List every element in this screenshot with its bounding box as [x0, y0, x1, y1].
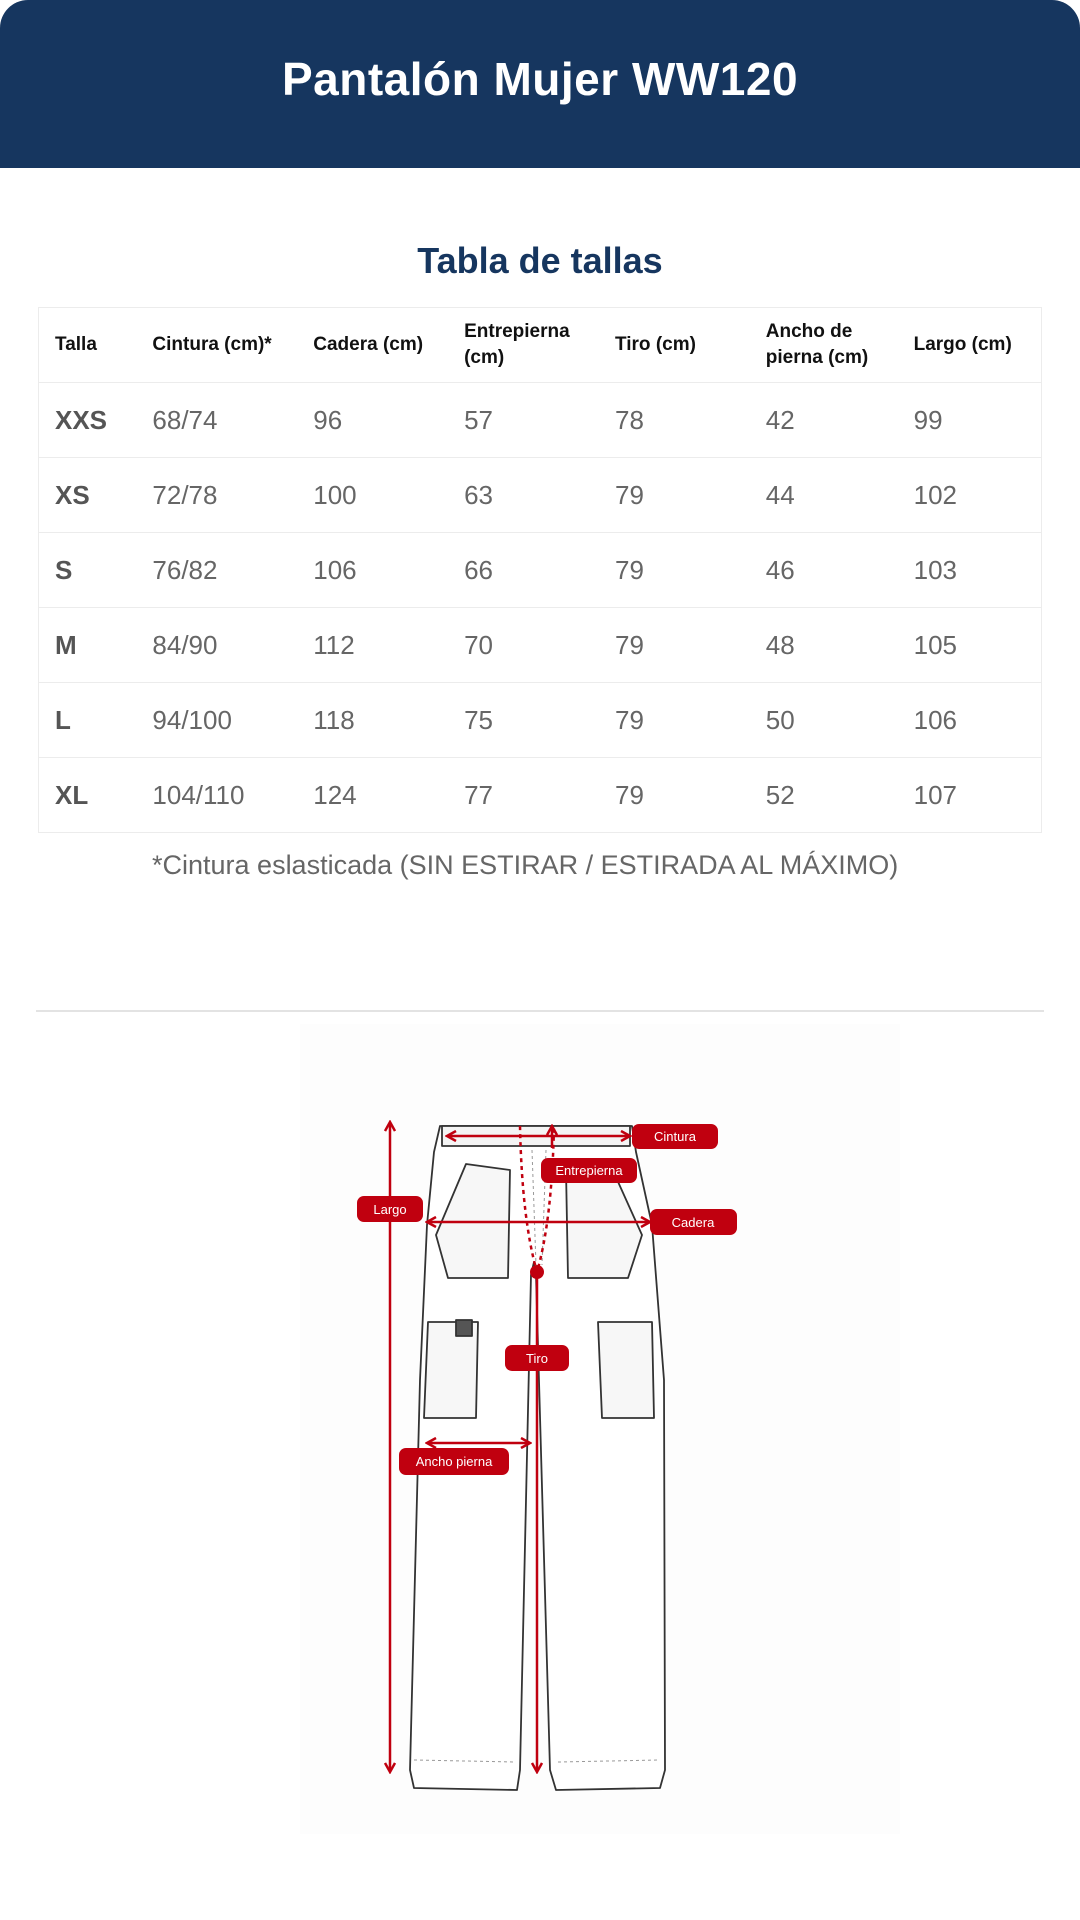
- column-header-length: Largo (cm): [914, 308, 1042, 383]
- inseam-cell: 57: [464, 383, 615, 458]
- waist-cell: 68/74: [152, 383, 313, 458]
- rise-cell: 78: [615, 383, 766, 458]
- rise-cell: 79: [615, 608, 766, 683]
- pants-illustration: [300, 1024, 900, 1834]
- pants-measurement-diagram: [300, 1024, 900, 1834]
- length-cell: 99: [914, 383, 1042, 458]
- crotch-point: [530, 1265, 544, 1279]
- table-row: [39, 458, 1042, 533]
- label-cadera: Cadera: [671, 1215, 715, 1230]
- rise-cell: 79: [615, 458, 766, 533]
- waist-cell: 72/78: [152, 458, 313, 533]
- inseam-cell: 77: [464, 758, 615, 833]
- label-entrepierna: Entrepierna: [555, 1163, 623, 1178]
- length-cell: 106: [914, 683, 1042, 758]
- column-header-hip: Cadera (cm): [313, 308, 464, 383]
- table-row: [39, 608, 1042, 683]
- hip-cell: 118: [313, 683, 464, 758]
- waist-cell: 104/110: [152, 758, 313, 833]
- label-tag-entrepierna: [541, 1158, 637, 1183]
- label-tag-ancho-pierna: [399, 1448, 509, 1475]
- label-tag-largo: [357, 1196, 423, 1222]
- length-cell: 103: [914, 533, 1042, 608]
- size-cell: L: [39, 683, 153, 758]
- rise-cell: 79: [615, 758, 766, 833]
- length-cell: 102: [914, 458, 1042, 533]
- hip-cell: 106: [313, 533, 464, 608]
- inseam-cell: 66: [464, 533, 615, 608]
- waist-cell: 76/82: [152, 533, 313, 608]
- hip-cell: 96: [313, 383, 464, 458]
- leg-width-cell: 50: [766, 683, 914, 758]
- size-cell: XS: [39, 458, 153, 533]
- label-tag-tiro: [505, 1345, 569, 1371]
- leg-width-cell: 42: [766, 383, 914, 458]
- size-table: [38, 307, 1042, 833]
- table-row: [39, 383, 1042, 458]
- leg-width-cell: 46: [766, 533, 914, 608]
- leg-width-cell: 52: [766, 758, 914, 833]
- table-row: [39, 758, 1042, 833]
- waist-cell: 84/90: [152, 608, 313, 683]
- hip-cell: 112: [313, 608, 464, 683]
- length-cell: 107: [914, 758, 1042, 833]
- inseam-cell: 70: [464, 608, 615, 683]
- table-row: [39, 533, 1042, 608]
- page-title: Pantalón Mujer WW120: [281, 53, 799, 105]
- inseam-cell: 63: [464, 458, 615, 533]
- column-header-rise: Tiro (cm): [615, 308, 766, 383]
- table-row: [39, 683, 1042, 758]
- table-header-row: [39, 308, 1042, 383]
- label-largo: Largo: [373, 1202, 407, 1217]
- label-ancho-pierna: Ancho pierna: [415, 1454, 493, 1469]
- size-table-title: Tabla de tallas: [417, 240, 663, 281]
- hip-cell: 124: [313, 758, 464, 833]
- length-cell: 105: [914, 608, 1042, 683]
- rise-cell: 79: [615, 683, 766, 758]
- rise-cell: 79: [615, 533, 766, 608]
- label-tag-cadera: [650, 1209, 737, 1235]
- waist-footnote: *Cintura eslasticada (SIN ESTIRAR / ESTIRADA AL MÁXIMO): [152, 850, 899, 880]
- column-header-waist: Cintura (cm)*: [152, 308, 313, 383]
- page-header: [0, 0, 1080, 168]
- label-tag-cintura: [632, 1124, 718, 1149]
- size-cell: XXS: [39, 383, 153, 458]
- size-cell: S: [39, 533, 153, 608]
- inseam-cell: 75: [464, 683, 615, 758]
- hip-cell: 100: [313, 458, 464, 533]
- waist-cell: 94/100: [152, 683, 313, 758]
- leg-width-cell: 48: [766, 608, 914, 683]
- column-header-size: Talla: [39, 308, 153, 383]
- leg-width-cell: 44: [766, 458, 914, 533]
- column-header-inseam: Entrepierna (cm): [464, 308, 615, 383]
- section-divider: [36, 1010, 1044, 1012]
- label-cintura: Cintura: [654, 1129, 696, 1144]
- size-cell: XL: [39, 758, 153, 833]
- label-tiro: Tiro: [526, 1351, 548, 1366]
- size-cell: M: [39, 608, 153, 683]
- column-header-leg-width: Ancho de pierna (cm): [766, 308, 914, 383]
